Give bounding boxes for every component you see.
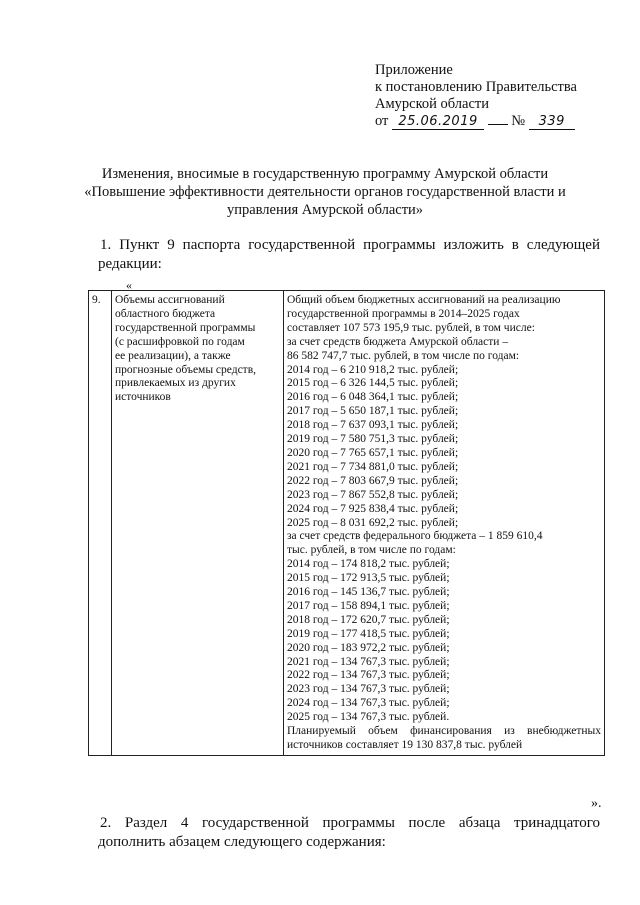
title-line-2: «Повышение эффективности деятельности органов государственной власти и (84, 184, 566, 200)
paragraph-2-line-1: 2. Раздел 4 государственной программы после абзаца тринадцатого (100, 815, 600, 831)
opening-quote: « (126, 278, 132, 292)
passport-table (88, 290, 605, 756)
value-line: 2017 год – 158 894,1 тыс. рублей; (287, 599, 450, 612)
value-line: 2015 год – 6 326 144,5 тыс. рублей; (287, 377, 459, 390)
description-line: государственной программы (115, 321, 256, 334)
table-row (89, 291, 605, 756)
description-line: (с расшифровкой по годам (115, 335, 245, 348)
value-line: 86 582 747,7 тыс. рублей, в том числе по годам: (287, 349, 520, 362)
value-line: государственной программы в 2014–2025 годах (287, 307, 520, 320)
value-line: 2017 год – 5 650 187,1 тыс. рублей; (287, 405, 459, 418)
description-line: привлекаемых из других (115, 377, 236, 390)
document-title (70, 165, 580, 219)
appendix-title: Приложение (375, 62, 453, 78)
closing-quote: ». (591, 796, 602, 811)
appendix-region: Амурской области (375, 96, 489, 112)
value-line: 2014 год – 6 210 918,2 тыс. рублей; (287, 363, 459, 376)
item-value (284, 291, 605, 756)
description-line: ее реализации), а также (115, 349, 231, 362)
title-line-1: Изменения, вносимые в государственную программу Амурской области (101, 166, 549, 182)
value-line: 2019 год – 7 580 751,3 тыс. рублей; (287, 433, 459, 446)
value-line: 2020 год – 183 972,2 тыс. рублей; (287, 641, 450, 654)
number-value: 339 (529, 115, 575, 130)
paragraph-1-line-2: редакции: (98, 256, 162, 272)
value-line: составляет 107 573 195,9 тыс. рублей, в том числе: (287, 321, 535, 334)
value-line: 2025 год – 8 031 692,2 тыс. рублей; (287, 516, 459, 529)
value-line: 2022 год – 134 767,3 тыс. рублей; (287, 669, 450, 682)
date-underline-tail (488, 124, 508, 125)
value-line: 2024 год – 7 925 838,4 тыс. рублей; (287, 502, 459, 515)
description-line: областного бюджета (115, 307, 216, 320)
value-line: 2024 год – 134 767,3 тыс. рублей; (287, 697, 450, 710)
value-line: 2023 год – 7 867 552,8 тыс. рублей; (287, 488, 459, 501)
value-line: 2025 год – 134 767,3 тыс. рублей. (287, 711, 450, 724)
value-line: тыс. рублей, в том числе по годам: (287, 544, 456, 557)
item-number: 9. (89, 291, 112, 756)
paragraph-2-line-2: дополнить абзацем следующего содержания: (98, 834, 386, 850)
value-line: 2019 год – 177 418,5 тыс. рублей; (287, 627, 450, 640)
value-line: 2023 год – 134 767,3 тыс. рублей; (287, 683, 450, 696)
value-line: 2021 год – 7 734 881,0 тыс. рублей; (287, 460, 459, 473)
value-line: 2021 год – 134 767,3 тыс. рублей; (287, 655, 450, 668)
value-line: 2016 год – 6 048 364,1 тыс. рублей; (287, 391, 459, 404)
value-line: 2014 год – 174 818,2 тыс. рублей; (287, 558, 450, 571)
value-line: 2018 год – 172 620,7 тыс. рублей; (287, 613, 450, 626)
value-line-final-2: источников составляет 19 130 837,8 тыс. рублей (287, 739, 523, 751)
value-line-final-1: Планируемый объем финансирования из внебюджетных (287, 725, 601, 738)
date-prefix: от (375, 113, 389, 129)
appendix-block (375, 62, 577, 130)
appendix-subtitle: к постановлению Правительства (375, 79, 577, 95)
value-line: Общий объем бюджетных ассигнований на реализацию (287, 294, 561, 306)
description-line: Объемы ассигнований (115, 294, 225, 306)
title-line-3: управления Амурской области» (226, 202, 424, 218)
value-line: 2015 год – 172 913,5 тыс. рублей; (287, 572, 450, 585)
value-line: 2020 год – 7 765 657,1 тыс. рублей; (287, 446, 459, 459)
value-line: за счет средств федерального бюджета – 1 859 610,4 (287, 530, 543, 543)
description-line: прогнозные объемы средств, (115, 363, 257, 376)
description-line: источников (115, 391, 171, 404)
date-value: 25.06.2019 (392, 115, 484, 130)
value-line: 2016 год – 145 136,7 тыс. рублей; (287, 586, 450, 599)
appendix-date-number (375, 113, 577, 130)
number-prefix: № (511, 113, 526, 129)
value-line: за счет средств бюджета Амурской области – (287, 335, 509, 348)
value-line: 2018 год – 7 637 093,1 тыс. рублей; (287, 419, 459, 432)
paragraph-1-line-1: 1. Пункт 9 паспорта государственной программы изложить в следующей (100, 237, 600, 253)
item-description (112, 291, 284, 756)
value-line: 2022 год – 7 803 667,9 тыс. рублей; (287, 474, 459, 487)
